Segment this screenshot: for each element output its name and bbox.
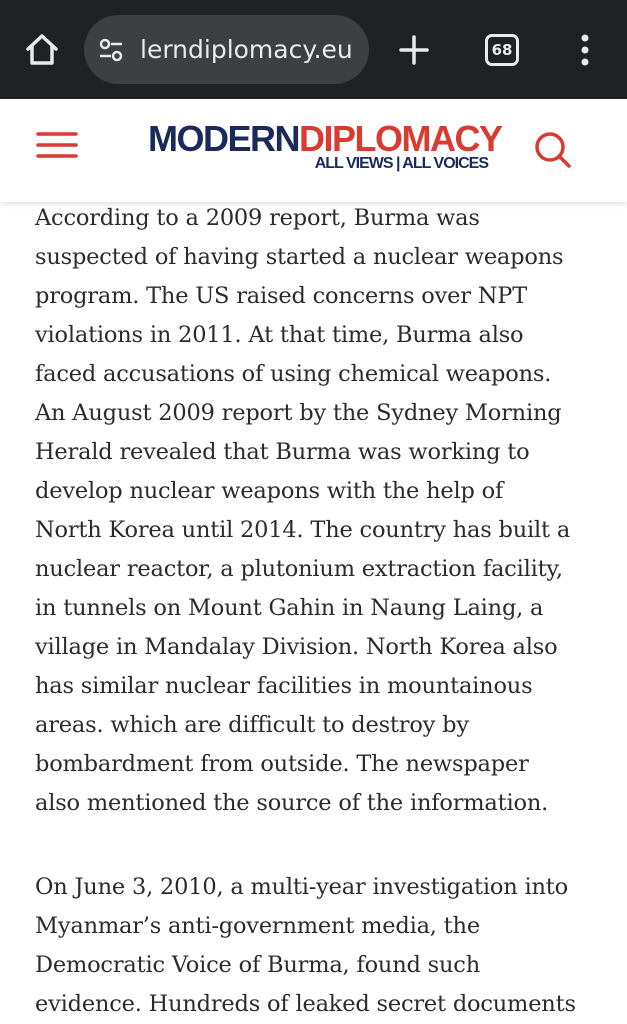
- url-text[interactable]: lerndiplomacy.eu: [140, 35, 353, 64]
- search-icon[interactable]: [532, 129, 574, 171]
- text-line: Herald revealed that Burma was working to: [35, 439, 530, 465]
- logo-tagline: ALL VIEWS | ALL VOICES: [314, 155, 488, 172]
- site-logo[interactable]: [148, 118, 502, 179]
- text-line: According to a 2009 report, Burma was: [35, 205, 480, 231]
- browser-toolbar: [0, 0, 627, 99]
- text-line: nuclear reactor, a plutonium extraction facility,: [35, 556, 563, 582]
- logo-wordmark: [148, 119, 502, 159]
- text-line: Democratic Voice of Burma, found such: [35, 952, 480, 978]
- text-line: On June 3, 2010, a multi-year investigation into: [35, 874, 568, 900]
- text-line: violations in 2011. At that time, Burma also: [35, 322, 524, 348]
- text-line: program. The US raised concerns over NPT: [35, 283, 528, 309]
- home-icon[interactable]: [22, 30, 62, 70]
- text-line: has similar nuclear facilities in mountainous: [35, 673, 533, 699]
- text-line: evidence. Hundreds of leaked secret documents: [35, 991, 576, 1017]
- text-line: North Korea until 2014. The country has built a: [35, 517, 571, 543]
- article-paragraph: [35, 868, 595, 1024]
- tune-icon[interactable]: [98, 37, 124, 63]
- text-line: bombardment from outside. The newspaper: [35, 751, 529, 777]
- text-line: develop nuclear weapons with the help of: [35, 478, 504, 504]
- site-header: [0, 99, 627, 202]
- tab-switcher-button[interactable]: 68: [485, 34, 519, 66]
- article-paragraph: [35, 199, 595, 823]
- text-line: village in Mandalay Division. North Korea also: [35, 634, 558, 660]
- address-bar[interactable]: [84, 15, 369, 84]
- text-line: Myanmar’s anti-government media, the: [35, 913, 480, 939]
- hamburger-menu-icon[interactable]: [36, 129, 78, 161]
- text-line: also mentioned the source of the information.: [35, 790, 549, 816]
- logo-diplomacy-text: DIPLOMACY: [299, 118, 502, 159]
- text-line: areas. which are difficult to destroy by: [35, 712, 469, 738]
- logo-modern-text: MODERN: [148, 118, 299, 159]
- text-line: An August 2009 report by the Sydney Morning: [35, 400, 562, 426]
- more-vert-icon[interactable]: [573, 32, 597, 68]
- text-line: in tunnels on Mount Gahin in Naung Laing, a: [35, 595, 544, 621]
- plus-icon[interactable]: [397, 33, 431, 67]
- text-line: suspected of having started a nuclear weapons: [35, 244, 564, 270]
- text-line: faced accusations of using chemical weapons.: [35, 361, 552, 387]
